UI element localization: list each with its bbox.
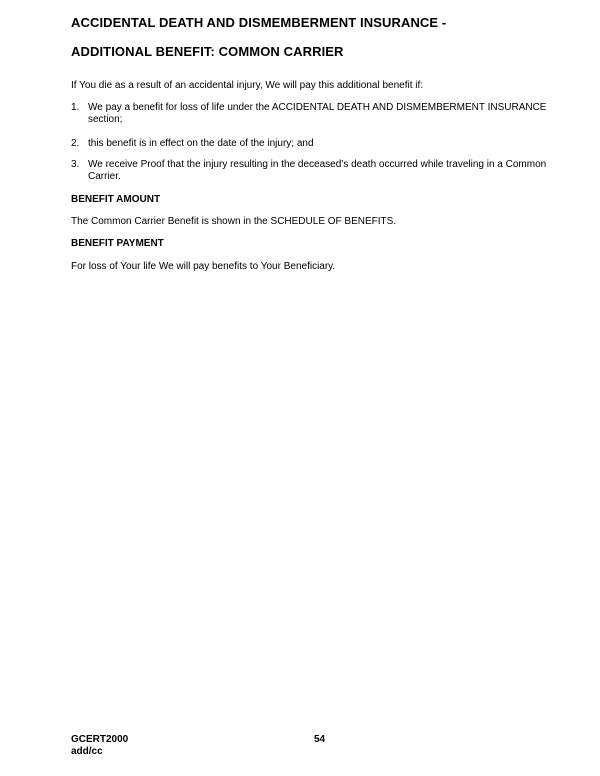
footer-section-code: add/cc — [71, 746, 103, 757]
section-title-line-1: ACCIDENTAL DEATH AND DISMEMBERMENT INSURANCE - — [71, 15, 447, 30]
condition-number: 3. — [71, 159, 80, 170]
page-number: 54 — [314, 734, 326, 745]
condition-text: We receive Proof that the injury resulting in the deceased’s death occurred while traveling in a Common Carrier. — [88, 159, 547, 182]
condition-text: this benefit is in effect on the date of the injury; and — [88, 138, 314, 149]
condition-item — [71, 159, 551, 183]
intro-paragraph: If You die as a result of an accidental injury, We will pay this additional benefit if: — [71, 80, 424, 91]
benefit-amount-text: The Common Carrier Benefit is shown in the SCHEDULE OF BENEFITS. — [71, 216, 397, 227]
footer-form-code: GCERT2000 — [71, 734, 129, 745]
condition-number: 2. — [71, 138, 80, 149]
section-title-line-2: ADDITIONAL BENEFIT: COMMON CARRIER — [71, 44, 344, 59]
benefit-payment-heading: BENEFIT PAYMENT — [71, 238, 164, 249]
condition-item — [71, 138, 551, 150]
footer-codes — [71, 734, 128, 758]
condition-number: 1. — [71, 102, 80, 113]
benefit-payment-text: For loss of Your life We will pay benefits to Your Beneficiary. — [71, 261, 336, 272]
condition-item — [71, 102, 551, 126]
condition-text: We pay a benefit for loss of life under the ACCIDENTAL DEATH AND DISMEMBERMENT INSURANCE section; — [88, 102, 547, 125]
benefit-amount-heading: BENEFIT AMOUNT — [71, 194, 161, 205]
